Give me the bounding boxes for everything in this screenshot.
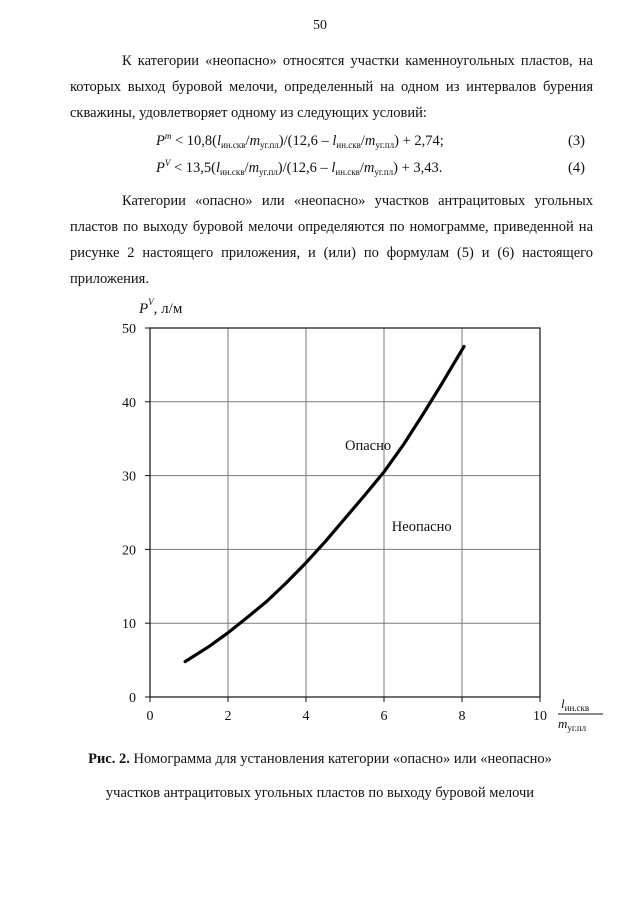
formula-3-l: l bbox=[217, 133, 222, 149]
page-number: 50 bbox=[313, 18, 327, 33]
paragraph-1-text: К категории «неопасно» относятся участки каменноугольных пластов, на которых выход буровой мелочи, определенный на одном из интервалов бурения скважины, удовлетворяет одному из следующих условий: bbox=[70, 53, 593, 121]
y-tick-label-10: 10 bbox=[122, 617, 136, 633]
formula-4-slash: / bbox=[244, 160, 249, 176]
formula-3-m: m bbox=[249, 133, 261, 149]
formula-4-slash2: / bbox=[359, 160, 364, 176]
formula-4-m-sub: уг.пл bbox=[259, 167, 278, 177]
y-axis-label-symbol: P bbox=[139, 301, 149, 317]
formula-4-m: m bbox=[248, 160, 260, 176]
formula-4-m2-sub: уг.пл bbox=[374, 167, 394, 177]
y-axis-label-unit: , л/м bbox=[153, 301, 183, 317]
category-boundary-curve bbox=[185, 346, 464, 661]
formula-4-m2: m bbox=[363, 160, 375, 176]
formula-4-tail: ) + 3,43. bbox=[393, 160, 443, 176]
chart-grid bbox=[150, 328, 540, 697]
figure-caption-label: Рис. 2. bbox=[88, 751, 130, 767]
formula-3-slash: / bbox=[245, 133, 250, 149]
y-tick-label-50: 50 bbox=[122, 322, 136, 337]
y-axis-label bbox=[138, 297, 183, 317]
x-tick-label-4: 4 bbox=[302, 709, 310, 724]
figure-caption-line-1 bbox=[40, 742, 600, 776]
x-label-den-symbol: m bbox=[558, 716, 568, 731]
x-axis-label-numerator bbox=[561, 696, 589, 713]
chart-tick-labels bbox=[122, 322, 547, 724]
formula-4-l: l bbox=[216, 160, 221, 176]
formula-4-l2-sub: ин.скв bbox=[335, 167, 360, 177]
figure-caption-text-1: Номограмма для установления категории «опасно» или «неопасно» bbox=[133, 751, 552, 767]
x-tick-label-10: 10 bbox=[533, 709, 547, 724]
region-label-neopasno: Неопасно bbox=[391, 518, 452, 535]
formula-4-number: (4) bbox=[568, 160, 585, 176]
x-label-num-sub: ин.скв bbox=[564, 703, 590, 713]
formula-3-slash2: / bbox=[360, 133, 365, 149]
x-axis-label bbox=[558, 696, 603, 733]
formula-4-lhs: P bbox=[156, 160, 165, 176]
formula-4-mid: )/(12,6 – bbox=[277, 160, 332, 176]
figure-caption-line-2: участков антрацитовых угольных пластов по выходу буровой мелочи bbox=[105, 785, 535, 801]
formula-4-lhs-sup: V bbox=[164, 158, 171, 168]
formula-3-lhs: P bbox=[156, 133, 165, 149]
paragraph-2-text: Категории «опасно» или «неопасно» участков антрацитовых угольных пластов по выходу буровой мелочи определяются по номограмме, приведенной на рисунке 2 настоящего приложения, и (или) по формулам (5) и (6) настоящего приложения. bbox=[70, 193, 593, 287]
y-tick-label-0: 0 bbox=[129, 691, 136, 706]
formula-3-m2: m bbox=[364, 133, 376, 149]
formula-3-tail: ) + 2,74; bbox=[394, 133, 444, 149]
formula-4-coef: < 13,5( bbox=[173, 160, 216, 176]
x-label-num-symbol: l bbox=[561, 696, 565, 711]
formula-3-mid: )/(12,6 – bbox=[278, 133, 333, 149]
y-tick-label-20: 20 bbox=[122, 543, 136, 559]
formula-4-l2: l bbox=[331, 160, 336, 176]
formula-3-m2-sub: уг.пл bbox=[375, 140, 395, 150]
formula-3-coef: < 10,8( bbox=[174, 133, 217, 149]
formula-3-l2: l bbox=[332, 133, 337, 149]
x-tick-label-6: 6 bbox=[380, 709, 388, 724]
x-tick-label-2: 2 bbox=[224, 709, 232, 724]
formula-3-l-sub: ин.скв bbox=[221, 140, 246, 150]
y-tick-label-30: 30 bbox=[122, 469, 136, 485]
formula-3-number: (3) bbox=[568, 133, 585, 149]
x-axis-label-denominator bbox=[558, 716, 587, 733]
formula-3-m-sub: уг.пл bbox=[260, 140, 279, 150]
y-tick-label-40: 40 bbox=[122, 395, 136, 411]
x-tick-label-8: 8 bbox=[458, 709, 466, 724]
figure-caption bbox=[40, 742, 600, 810]
y-axis-label-sup: V bbox=[148, 297, 154, 307]
formula-3-lhs-sup: m bbox=[164, 131, 172, 141]
x-tick-label-0: 0 bbox=[146, 709, 154, 724]
x-label-den-sub: уг.пл bbox=[567, 723, 587, 733]
formula-4-l-sub: ин.скв bbox=[220, 167, 245, 177]
plot-frame bbox=[150, 328, 540, 697]
formula-3-l2-sub: ин.скв bbox=[336, 140, 361, 150]
region-label-opasno: Опасно bbox=[345, 437, 392, 454]
